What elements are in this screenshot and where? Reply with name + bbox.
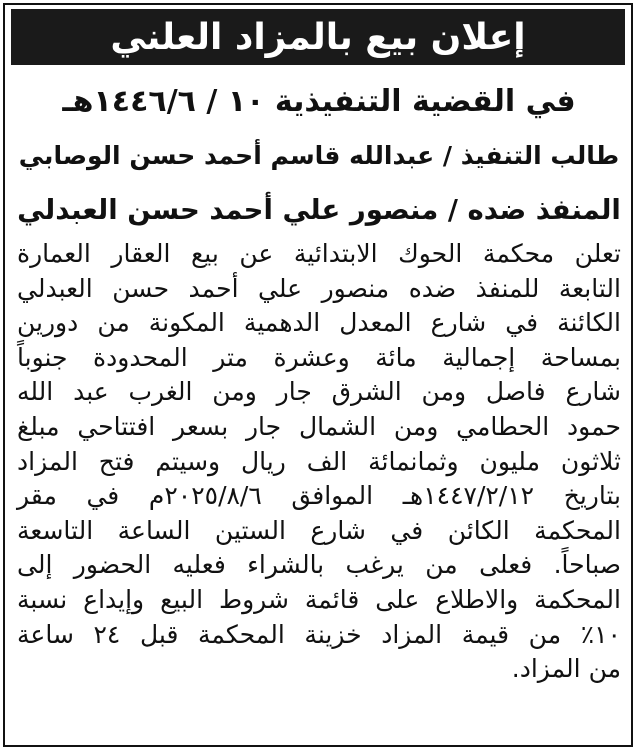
claimant-line: طالب التنفيذ / عبدالله قاسم أحمد حسن الوصابي [18, 141, 620, 170]
body-line: حمود الحطامي ومن الشمال جار بسعر افتتاحي مبلغ [17, 411, 621, 441]
notice-content [17, 75, 621, 687]
body-line: صباحاً. فعلى من يرغب بالشراء فعليه الحضور إلى [17, 550, 621, 580]
body-line: من المزاد. [511, 654, 621, 684]
body-line: الكائنة في شارع المعدل الدهمية المكونة من دورين [17, 308, 621, 338]
body-line: المحكمة والاطلاع على قائمة شروط البيع وإيداع نسبة [17, 584, 621, 614]
body-line: بتاريخ ١٤٤٧/٢/١٢هـ الموافق ٢٠٢٥/٨/٦م في مقر [17, 481, 621, 511]
body-line: شارع فاصل ومن الشرق جار ومن الغرب عبد الله [17, 377, 621, 407]
body-line: ثلاثون مليون وثمانمائة الف ريال وسيتم فتح المزاد [17, 446, 621, 476]
body-line: التابعة للمنفذ ضده منصور علي أحمد حسن العبدلي [17, 273, 621, 303]
body-line: بمساحة إجمالية مائة وعشرة متر المحدودة جنوباً [17, 342, 621, 372]
notice-frame [3, 3, 633, 747]
body-line: المحكمة الكائن في شارع الستين الساعة التاسعة [17, 515, 621, 545]
notice-banner-title: إعلان بيع بالمزاد العلني [11, 9, 625, 65]
body-line: ١٠٪ من قيمة المزاد خزينة المحكمة قبل ٢٤ ساعة [17, 619, 621, 649]
respondent-line: المنفذ ضده / منصور علي أحمد حسن العبدلي [17, 194, 621, 226]
body-line: تعلن محكمة الحوك الابتدائية عن بيع العقار العمارة [17, 239, 621, 268]
notice-body [17, 237, 621, 687]
case-number-line: في القضية التنفيذية ١٠ / ١٤٤٦/٦هـ [62, 84, 576, 119]
